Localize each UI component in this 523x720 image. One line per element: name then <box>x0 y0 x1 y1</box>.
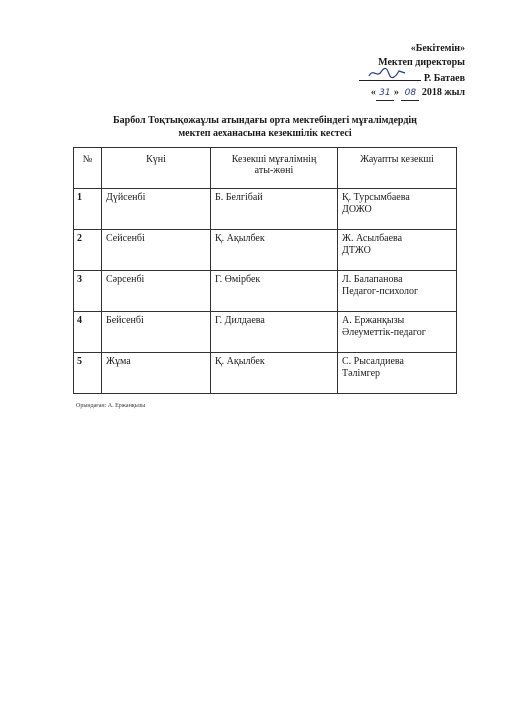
table-row <box>74 353 457 394</box>
header-num: № <box>74 148 102 189</box>
row-teacher: Қ. Ақылбек <box>211 230 338 271</box>
row-responsible: Л. Балапанова Педагог-психолог <box>338 271 457 312</box>
row-day: Сейсенбі <box>102 230 211 271</box>
title-line-2: мектеп аеханасына кезекшілік кестесі <box>178 128 352 139</box>
row-teacher: Б. Белгібай <box>211 189 338 230</box>
row-teacher: Қ. Ақылбек <box>211 353 338 394</box>
row-day: Бейсенбі <box>102 312 211 353</box>
row-day: Сәрсенбі <box>102 271 211 312</box>
table-row <box>74 189 457 230</box>
header-teacher: Кезекші мұғалімнің аты-жөні <box>211 148 338 189</box>
row-teacher: Г. Дилдаева <box>211 312 338 353</box>
director-position: Мектеп директоры <box>378 57 465 68</box>
approval-date: « 31 » 08 2018 жыл <box>359 86 465 101</box>
table-row <box>74 230 457 271</box>
director-name: Р. Батаев <box>423 73 465 84</box>
row-teacher: Г. Өмірбек <box>211 271 338 312</box>
header-responsible: Жауапты кезекші <box>338 148 457 189</box>
header-day: Күні <box>102 148 211 189</box>
prepared-by-note: Орындаған: А. Ержанқызы <box>76 403 146 409</box>
row-day: Дүйсенбі <box>102 189 211 230</box>
signature-line <box>359 70 465 86</box>
row-responsible: Ж. Асылбаева ДТЖО <box>338 230 457 271</box>
row-num: 2 <box>74 230 102 271</box>
row-responsible: Қ. Турсымбаева ДОЖО <box>338 189 457 230</box>
table-row <box>74 312 457 353</box>
date-day: 31 <box>376 86 394 101</box>
row-responsible: А. Ержанқызы Әлеуметтік-педагог <box>338 312 457 353</box>
row-num: 4 <box>74 312 102 353</box>
duty-schedule-table <box>73 147 457 394</box>
table-header-row <box>74 148 457 189</box>
date-year: 2018 жыл <box>421 87 465 98</box>
signature-blank <box>359 70 421 81</box>
row-num: 1 <box>74 189 102 230</box>
table-row <box>74 271 457 312</box>
row-num: 3 <box>74 271 102 312</box>
row-num: 5 <box>74 353 102 394</box>
title-line-1: Барбол Тоқтықожаұлы атындағы орта мектебіндегі мұғалімдердің <box>113 115 417 126</box>
approval-heading: «Бекітемін» <box>410 43 465 54</box>
row-responsible: С. Рысалдиева Тәлімгер <box>338 353 457 394</box>
signature-scribble-icon <box>367 66 407 80</box>
row-day: Жұма <box>102 353 211 394</box>
approval-block <box>359 42 465 101</box>
document-title <box>90 114 440 140</box>
date-month: 08 <box>401 86 419 101</box>
